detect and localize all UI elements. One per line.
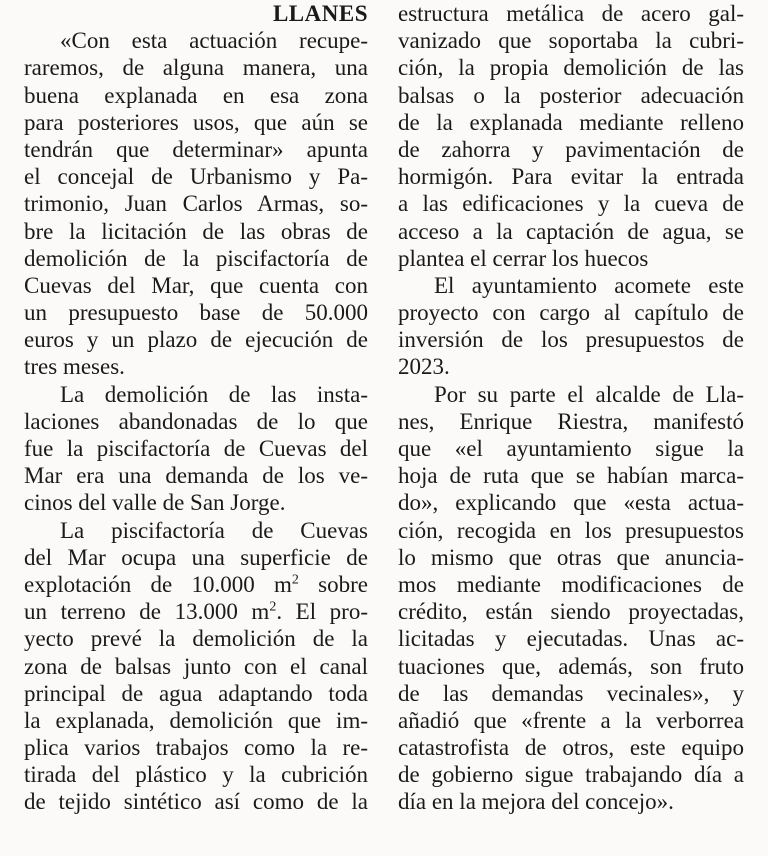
body-line: raremos, de alguna manera, una [24, 55, 368, 81]
body-line: euros y un plazo de ejecución de [24, 327, 368, 353]
body-line: de la explanada mediante relleno [398, 109, 744, 135]
body-line: tirada del plástico y la cubrición [24, 762, 368, 788]
body-line: Por su parte el alcalde de Lla- [434, 381, 744, 407]
body-line: estructura metálica de acero gal- [398, 1, 744, 26]
body-line: cinos del valle de San Jorge. [24, 490, 286, 516]
body-line: balsas o la posterior adecuación [398, 82, 744, 108]
body-line: mos mediante modificaciones de [398, 571, 744, 597]
line-text: sobre [298, 571, 368, 597]
body-line: «Con esta actuación recupe- [60, 28, 368, 54]
body-line: trimonio, Juan Carlos Armas, so- [24, 191, 368, 217]
body-line: licitadas y ejecutadas. Unas ac- [398, 626, 744, 652]
superscript-two: 2 [269, 599, 277, 615]
body-line: do», explicando que «esta actua- [398, 490, 744, 516]
body-line: proyecto con cargo al capítulo de [398, 300, 744, 326]
body-line: la explanada, demolición que im- [24, 707, 368, 733]
body-line: yecto prevé la demolición de la [24, 626, 368, 652]
body-line: principal de agua adaptando toda [24, 680, 368, 706]
body-line: plica varios trabajos como la re- [24, 735, 368, 761]
body-line: zona de balsas junto con el canal [24, 653, 368, 679]
body-line: a las edificaciones y la cueva de [398, 191, 744, 217]
body-line: añadió que «frente a la verborrea [398, 707, 744, 733]
body-line: La piscifactoría de Cuevas [60, 517, 368, 543]
body-line: crédito, están siendo proyectadas, [398, 599, 744, 625]
body-line: un presupuesto base de 50.000 [24, 300, 368, 326]
body-line: vanizado que soportaba la cubri- [398, 28, 744, 54]
body-line: La demolición de las insta- [60, 381, 368, 407]
body-line: de zahorra y pavimentación de [398, 136, 744, 162]
line-text: un terreno de 13.000 m [24, 599, 270, 625]
article-left-column [24, 0, 368, 816]
body-line: hormigón. Para evitar la entrada [398, 164, 744, 190]
body-line: acceso a la captación de agua, se [398, 218, 744, 244]
body-line: para posteriores usos, que aún se [24, 109, 368, 135]
body-line: de gobierno sigue trabajando día a [398, 762, 744, 788]
body-line: hoja de ruta que se habían marca- [398, 463, 744, 489]
body-line: tres meses. [24, 354, 125, 380]
line-text: . El pro- [276, 599, 368, 625]
body-line: del Mar ocupa una superficie de [24, 544, 368, 570]
body-line: laciones abandonadas de lo que [24, 408, 368, 434]
body-line: de las demandas vecinales», y [398, 680, 744, 706]
body-line: demolición de la piscifactoría de [24, 245, 368, 271]
body-line: de tejido sintético así como de la [24, 789, 368, 815]
body-line-with-superscript [24, 598, 368, 625]
body-line: Mar era una demanda de los ve- [24, 463, 368, 489]
body-line: Cuevas del Mar, que cuenta con [24, 272, 368, 298]
body-line: el concejal de Urbanismo y Pa- [24, 164, 368, 190]
body-line: buena explanada en esa zona [24, 82, 368, 108]
body-line: lo mismo que otras que anuncia- [398, 544, 744, 570]
body-line: fue la piscifactoría de Cuevas del [24, 436, 368, 461]
line-text: explotación de 10.000 m [24, 571, 292, 597]
body-line: tuaciones que, además, son fruto [398, 653, 744, 679]
section-heading: LLANES [272, 1, 368, 26]
body-line: día en la mejora del concejo». [398, 789, 674, 815]
body-line: El ayuntamiento acomete este [434, 272, 744, 298]
body-line: ción, recogida en los presupuestos [398, 517, 744, 543]
body-line: ción, la propia demolición de las [398, 55, 744, 81]
body-line: plantea el cerrar los huecos [398, 245, 649, 271]
body-line: catastrofista de otros, este equipo [398, 735, 744, 761]
body-line: que «el ayuntamiento sigue la [398, 436, 744, 461]
body-line: inversión de los presupuestos de [398, 327, 744, 353]
body-line: tendrán que determinar» apunta [24, 136, 368, 162]
body-line-with-superscript [24, 571, 368, 598]
superscript-two: 2 [291, 572, 299, 588]
body-line: bre la licitación de las obras de [24, 218, 368, 244]
body-line: nes, Enrique Riestra, manifestó [398, 408, 744, 434]
body-line: 2023. [398, 354, 450, 380]
article-right-column [398, 0, 744, 816]
